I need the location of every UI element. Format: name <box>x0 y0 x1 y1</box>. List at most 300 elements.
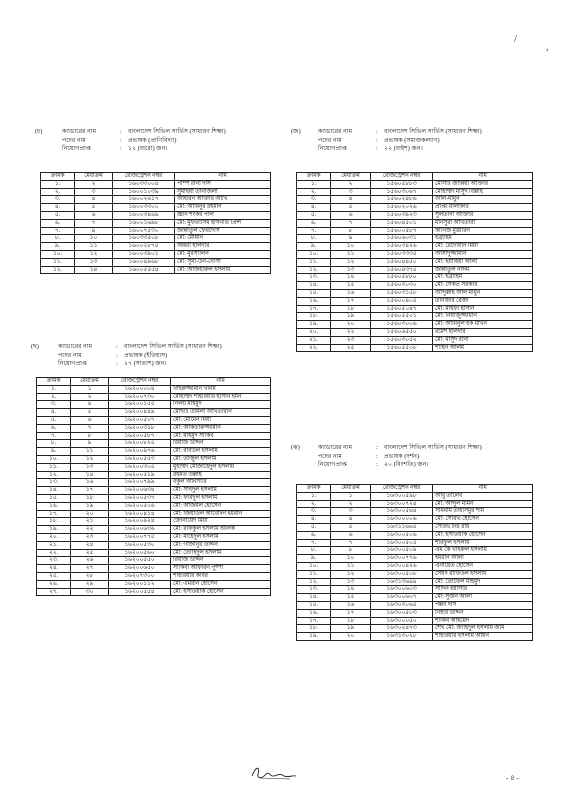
table-row <box>41 211 271 219</box>
cell-serial: ১০. <box>297 562 331 570</box>
table-row <box>297 282 533 290</box>
cell-serial: ২১. <box>37 541 71 549</box>
cell-name: মোছাঃ উর্মিলা আখতারীন <box>171 409 271 417</box>
section-cha <box>35 128 252 154</box>
col-serial: ক্রমিক <box>37 378 71 386</box>
cell-name: মো: ইসতিয়াক হোসেন <box>433 531 533 539</box>
table-row <box>37 557 271 565</box>
cell-name: শাহিন আলম <box>433 344 533 352</box>
cell-serial: ১. <box>297 492 331 500</box>
cell-name: রহমত উল্লাহ <box>171 471 271 479</box>
cell-reg: ১৫৬০৩৩৩৫ <box>371 250 433 258</box>
cadre-label: ক্যাডারের নাম <box>62 128 97 135</box>
count-label: নিয়োগপ্রাপ্ত <box>62 145 91 153</box>
cell-serial: ১১. <box>297 258 331 266</box>
cell-name: খাইরুজ্জামান খানম <box>171 385 271 393</box>
cell-serial: ১. <box>41 180 75 188</box>
table-chha <box>36 377 271 596</box>
cell-reg: ১৬৩০০০৫০ <box>371 617 433 625</box>
table-row <box>297 227 533 235</box>
cadre-value: বাংলাদেশ সিভিল সার্ভিস (সাধারণ শিক্ষা) <box>128 128 226 135</box>
cell-serial: ১০. <box>41 250 75 258</box>
cell-merit: ১৪ <box>331 586 371 594</box>
cell-merit: ১৯ <box>331 313 371 321</box>
cell-reg: ১৬২০০৫৩৭ <box>109 494 171 502</box>
cell-merit: ৭ <box>75 219 113 227</box>
cell-reg: ১৬০৩৩৫০৮ <box>113 235 175 243</box>
cell-name: মো: তোফেল মাহমুদ <box>433 578 533 586</box>
cell-reg: ১৬২০০১৫৫ <box>109 401 171 409</box>
cell-merit: ২৪ <box>71 541 109 549</box>
cell-merit: ৩ <box>331 188 371 196</box>
cell-reg: ১৫৬০০৫৮৭ <box>371 227 433 235</box>
cell-merit: ৯ <box>331 235 371 243</box>
cell-name: শাকিব আহমেদ <box>433 617 533 625</box>
cell-serial: ৯. <box>297 555 331 563</box>
cell-name: মোহাম্মদ শাহরিয়ার হাসান ইমন <box>171 393 271 401</box>
cell-name: সাদিন ইয়াসার <box>433 586 533 594</box>
cadre-label: ক্যাডারের নাম <box>58 343 93 350</box>
table-row <box>297 344 533 352</box>
count-value: ২২ (বাইশ) জন। <box>384 145 423 153</box>
cell-name: মো: মুফতাসিম হাসনাত প্রিন্স <box>175 219 271 227</box>
table-ja <box>296 172 533 352</box>
cell-name: ইমরান আলী <box>433 555 533 563</box>
table-jha <box>296 484 533 641</box>
cell-merit: ৭ <box>71 424 109 432</box>
cell-reg: ১৬২০০৫৫০ <box>109 557 171 565</box>
table-row <box>297 258 533 266</box>
cell-merit: ২ <box>75 180 113 188</box>
cell-reg: ১৫৬০২০২৬ <box>371 204 433 212</box>
cell-serial: ৬. <box>41 219 75 227</box>
cell-serial: ১৩. <box>37 479 71 487</box>
cell-reg: ১৬২০০৫১৯ <box>109 471 171 479</box>
cell-serial: ৭. <box>37 432 71 440</box>
cell-serial: ৫. <box>297 211 331 219</box>
cell-serial: ৫. <box>37 416 71 424</box>
table-row <box>41 250 271 258</box>
cell-merit: ১১ <box>331 250 371 258</box>
cadre-label: ক্যাডারের নাম <box>318 128 353 135</box>
cell-name: মো: এমরান হোসেন <box>171 580 271 588</box>
cell-serial: ৪. <box>37 409 71 417</box>
cell-serial: ২৩. <box>37 557 71 565</box>
cell-reg: ১৬৩০০৫০৮ <box>371 570 433 578</box>
table-row <box>297 250 533 258</box>
cell-serial: ২৪. <box>37 565 71 573</box>
cell-name: সৈয়দ রাফিউল ইসলাম <box>433 570 533 578</box>
cell-merit: ৯ <box>71 440 109 448</box>
table-row <box>297 196 533 204</box>
cell-merit: ১৮ <box>71 494 109 502</box>
cell-merit: ৬ <box>331 531 371 539</box>
cell-serial: ৪. <box>41 204 75 212</box>
cell-name: মো: মোমান <box>175 235 271 243</box>
cell-merit: ১৩ <box>331 578 371 586</box>
count-label: নিয়োগপ্রাপ্ত <box>318 461 347 469</box>
cell-serial: ১৬. <box>297 609 331 617</box>
cell-name: রমেশ হালদার <box>433 328 533 336</box>
cell-reg: ১৬৩০০৭২৪ <box>371 500 433 508</box>
post-label: পদের নাম <box>318 452 342 460</box>
cell-serial: ৬. <box>37 424 71 432</box>
cell-serial: ৭. <box>297 227 331 235</box>
cell-serial: ২১. <box>297 336 331 344</box>
cell-serial: ১৯. <box>297 321 331 329</box>
cell-serial: ৯. <box>41 243 75 251</box>
cell-serial: ১৪. <box>37 487 71 495</box>
cell-merit: ২৫ <box>71 549 109 557</box>
cell-name: মো: গাজীনুর উদ্দিন <box>171 541 271 549</box>
post-label: পদের নাম <box>58 351 82 359</box>
table-row <box>297 531 533 539</box>
cell-merit: ১৮ <box>331 305 371 313</box>
cell-serial: ১২. <box>37 471 71 479</box>
cell-name: মো: আজহারুল ইসলাম <box>175 266 271 274</box>
cell-merit: ২ <box>331 500 371 508</box>
table-row <box>37 455 271 463</box>
post-value: প্রভাষক (দর্শন) <box>384 452 420 460</box>
table-row <box>41 219 271 227</box>
cell-merit: ১৪ <box>331 274 371 282</box>
cell-merit: ১৭ <box>331 609 371 617</box>
cadre-value: বাংলাদেশ সিভিল সার্ভিস (সাধারণ শিক্ষা) <box>384 444 482 451</box>
table-row <box>37 502 271 510</box>
cell-serial: ৭. <box>41 227 75 235</box>
table-row <box>297 328 533 336</box>
cell-name: মো: মাহফী হাসান <box>433 305 533 313</box>
cell-merit: ১৩ <box>71 463 109 471</box>
cell-merit: ১১ <box>331 562 371 570</box>
section-chha <box>31 343 258 369</box>
cell-serial: ৬. <box>297 531 331 539</box>
cell-serial: ২৫. <box>37 572 71 580</box>
section-jha <box>291 444 518 470</box>
cell-merit: ৬ <box>75 211 113 219</box>
cell-name: কানিজ মুস্তারিন <box>433 227 533 235</box>
cell-serial: ১২. <box>41 266 75 274</box>
cell-name: মো: ফরিদুল ইসলাম <box>171 494 271 502</box>
cell-reg: ১৬০০৭৫৩০ <box>113 227 175 235</box>
cell-name: মো: রবিউল ইসলাম <box>171 448 271 456</box>
cell-merit: ৫ <box>331 523 371 531</box>
cell-serial: ১১. <box>41 258 75 266</box>
cell-merit: ২২ <box>331 328 371 336</box>
table-row <box>297 578 533 586</box>
cell-merit: ২২ <box>71 526 109 534</box>
cell-serial: ৩. <box>297 508 331 516</box>
col-reg: রেজিস্ট্রেশন নম্বর <box>371 173 433 181</box>
cell-serial: ৫. <box>297 523 331 531</box>
cell-reg: ১৫৬০৩১৫৮ <box>371 289 433 297</box>
table-row <box>41 235 271 243</box>
table-row <box>297 562 533 570</box>
table-row <box>297 539 533 547</box>
cell-reg: ১৬২০০৬৩৬ <box>109 526 171 534</box>
cell-merit: ১৮ <box>331 617 371 625</box>
cell-name: তানজীর রেজা <box>433 297 533 305</box>
cell-name: জ্ঞান শংকর পাল <box>175 211 271 219</box>
table-row <box>37 448 271 456</box>
cell-reg: ১৫৬০৩০৫২ <box>371 336 433 344</box>
cell-merit: ১০ <box>75 235 113 243</box>
cell-name: রিয়াজ উদ্দিন <box>171 440 271 448</box>
cell-name: মো: আজমল হোসেন <box>171 502 271 510</box>
table-row <box>37 580 271 588</box>
cell-merit: ১৯ <box>331 625 371 633</box>
cell-merit: ১৭ <box>71 487 109 495</box>
cell-name: জান্নাতুল ফেরদৌস <box>175 227 271 235</box>
cell-reg: ১৬৩০০৫৬৪ <box>371 508 433 516</box>
cell-serial: ২২. <box>37 549 71 557</box>
cell-serial: ৪. <box>297 516 331 524</box>
cell-name: সামমীম তাহাসমুর শীম <box>433 508 533 516</box>
cell-name: শরিফুল ইসলাম <box>433 539 533 547</box>
cell-name: এনায়েত হোসেন <box>433 562 533 570</box>
table-row <box>297 492 533 500</box>
cell-name: মো: আব্দুল মমিন <box>433 500 533 508</box>
table-row <box>297 508 533 516</box>
cell-reg: ১৫৬০৫৮৮০ <box>371 274 433 282</box>
cell-name: আবু তালেব <box>433 492 533 500</box>
cell-name: শেখ মো: জাহিদুল ইসলাম জীম <box>433 625 533 633</box>
count-value: ২৭ (সাতাশ) জন। <box>124 360 167 368</box>
cell-reg: ১৬২০০৬৫০ <box>109 565 171 573</box>
cell-serial: ১৭. <box>297 305 331 313</box>
cell-serial: ১৫. <box>297 289 331 297</box>
cell-merit: ৭ <box>331 539 371 547</box>
cell-merit: ২৮ <box>71 572 109 580</box>
table-row <box>37 416 271 424</box>
table-row <box>297 523 533 531</box>
count-label: নিয়োগপ্রাপ্ত <box>318 145 347 153</box>
table-row <box>297 313 533 321</box>
cell-reg: ১৬২০০৫৬০ <box>109 549 171 557</box>
section-ja <box>291 128 518 154</box>
table-row <box>37 518 271 526</box>
cell-serial: ২. <box>297 188 331 196</box>
cell-merit: ২০ <box>331 321 371 329</box>
cell-serial: ৪. <box>297 204 331 212</box>
cell-merit: ১২ <box>75 250 113 258</box>
table-row <box>37 479 271 487</box>
table-row <box>41 204 271 212</box>
table-row <box>297 625 533 633</box>
table-row <box>37 565 271 573</box>
table-row <box>41 243 271 251</box>
cell-merit: ১৫ <box>331 282 371 290</box>
table-row <box>297 516 533 524</box>
table-row <box>37 510 271 518</box>
page-number: - ৪ - <box>506 774 519 782</box>
post-label: পদের নাম <box>62 136 86 144</box>
post-value: প্রভাষক (প্রাণিবিদ্যা) <box>128 136 177 144</box>
cell-name: মো: মাসুদ রানা <box>433 336 533 344</box>
cell-reg: ১৬২০০০০৪ <box>109 385 171 393</box>
count-value: ১২ (বারো) জন। <box>128 145 168 153</box>
cell-name: মো: রফিকুল ইসলাম অলিক <box>171 526 271 534</box>
cell-merit: ১৪ <box>71 471 109 479</box>
cell-merit: ৪ <box>331 196 371 204</box>
table-row <box>297 601 533 609</box>
count-label: নিয়োগপ্রাপ্ত <box>58 360 87 368</box>
cell-reg: ১৬০০১৬৯৮ <box>113 219 175 227</box>
cell-serial: ৯. <box>297 243 331 251</box>
cell-reg: ১৫৬০৪৪৫০ <box>371 258 433 266</box>
cell-merit: ১৭ <box>331 297 371 305</box>
pen-mark: / <box>514 34 517 45</box>
section-header: (ছ) ক্যাডারের নাম : বাংলাদেশ সিভিল সার্ভিস (সাধারণ শিক্ষা) পদের নাম : প্রভাষক (ইতিহাস) নিয়োগপ্রাপ্ত : ২৭ (সাতাশ) জন। <box>31 343 222 368</box>
cell-reg: ১৬৩০০৫০৯ <box>371 547 433 555</box>
cell-reg: ১৬৩১১৬৬৫ <box>371 523 433 531</box>
cell-serial: ১০. <box>37 455 71 463</box>
cell-merit: ১ <box>71 385 109 393</box>
cell-merit: ৪ <box>75 196 113 204</box>
cell-reg: ১৬২০০৪৪৯ <box>109 409 171 417</box>
cell-merit: ২৬ <box>71 557 109 565</box>
cell-reg: ১৬২০০৩১৮ <box>109 424 171 432</box>
table-row <box>37 463 271 471</box>
cell-name: নিহার উদ্দিন <box>433 609 533 617</box>
cell-reg: ১৬২০০১১২ <box>109 580 171 588</box>
table-row <box>37 424 271 432</box>
cell-serial: ৮. <box>41 235 75 243</box>
cell-reg: ১৬০৩৩০০৪ <box>113 180 175 188</box>
table-cha <box>40 172 271 274</box>
cell-name: ইব্রাহিম <box>433 235 533 243</box>
cell-serial: ২৬. <box>37 580 71 588</box>
cell-name: সাকিবা আফরিন পুষ্পা <box>171 565 271 573</box>
cell-reg: ১৫৬০৩০৬৭ <box>371 188 433 196</box>
cell-reg: ১৫৬০৫০৪৭ <box>371 305 433 313</box>
section-header: (জ) ক্যাডারের নাম : বাংলাদেশ সিভিল সার্ভিস (সাধারণ শিক্ষা) পদের নাম : প্রভাষক (সমাজকল্যাণ) নিয়োগপ্রাপ্ত : ২২ (বাইশ) জন। <box>291 128 482 153</box>
cell-reg: ১৫৬০৬০৩১ <box>371 235 433 243</box>
cell-reg: ১৬৩০০৭৭৬ <box>371 555 433 563</box>
cell-merit: ২৩ <box>331 336 371 344</box>
cell-serial: ৩. <box>297 196 331 204</box>
cell-name: মো: আমিনুর রহমান <box>175 204 271 212</box>
cell-name: প্রাপ্তী মালাকার <box>433 204 533 212</box>
cell-reg: ১৫৬০৩০৩০ <box>371 282 433 290</box>
col-reg: রেজিস্ট্রেশন নম্বর <box>113 173 175 181</box>
table-row <box>37 385 271 393</box>
table-row <box>297 204 533 212</box>
cell-name: মো: জিয়াউল আবেদিন ইমরান <box>171 510 271 518</box>
cell-name: আসাদুজ্জামান <box>433 250 533 258</box>
cell-name: মো: মাহমুদ সাকিব <box>171 432 271 440</box>
cell-reg: ১৬০০৩৪৬৯ <box>113 211 175 219</box>
cell-name: মো: সুজন আলী <box>433 594 533 602</box>
cell-merit: ২১ <box>71 518 109 526</box>
section-header: (ঝ) ক্যাডারের নাম : বাংলাদেশ সিভিল সার্ভিস (সাধারণ শিক্ষা) পদের নাম : প্রভাষক (দর্শন) নিয়োগপ্রাপ্ত : ২০ (বিংশতি) জন। <box>291 444 482 469</box>
cell-serial: ১৮. <box>297 313 331 321</box>
col-name: নাম <box>433 173 533 181</box>
cell-reg: ১৬০০২৮৭৫ <box>113 243 175 251</box>
cell-reg: ১৬৩০০৫০৩ <box>371 609 433 617</box>
cell-name: মো: সাইদুল ইসলাম <box>171 487 271 495</box>
table-row <box>41 188 271 196</box>
cell-serial: ৮. <box>37 440 71 448</box>
cell-merit: ৭ <box>331 219 371 227</box>
cell-name: মুহাম্মদ মোজাহেদুল ইসলাম <box>171 463 271 471</box>
cell-name: মো: ইসতিয়াক হোসেন <box>171 588 271 596</box>
cell-name: পল্লব দাস <box>433 601 533 609</box>
cell-merit: ৩ <box>75 188 113 196</box>
cell-reg: ১৬২০০৫০৭ <box>109 416 171 424</box>
col-merit: মেধাক্রম <box>75 173 113 181</box>
cell-name: পম্পি রানী দাস <box>175 180 271 188</box>
cell-name: মো: সুমা-উন-নৌসা <box>175 258 271 266</box>
cell-merit: ৬ <box>71 416 109 424</box>
cell-reg: ১৬২০০৭৩০ <box>109 393 171 401</box>
cell-serial: ৬. <box>297 219 331 227</box>
cell-name: সৌরভ চন্দ্র রায় <box>433 523 533 531</box>
cell-name: মো: মাহেদুল ইসলাম <box>171 533 271 541</box>
cell-reg: ১৬২০০৯২৪ <box>109 518 171 526</box>
cell-serial: ২. <box>297 500 331 508</box>
cell-merit: ১০ <box>331 243 371 251</box>
cell-serial: ১১. <box>297 570 331 578</box>
cell-reg: ১৫৬০৫৫০১ <box>371 313 433 321</box>
table-row <box>297 594 533 602</box>
table-row <box>297 289 533 297</box>
table-row <box>37 409 271 417</box>
cell-serial: ১৬. <box>37 502 71 510</box>
cell-name: সুমাইয়া তানজিলা <box>175 188 271 196</box>
cell-name: আব্দুল্লাহ আল মামুন <box>433 289 533 297</box>
cell-merit: ২ <box>71 393 109 401</box>
col-name: নাম <box>433 485 533 493</box>
cell-serial: ১৪. <box>297 282 331 290</box>
table-row <box>297 243 533 251</box>
cadre-value: বাংলাদেশ সিভিল সার্ভিস (সাধারণ শিক্ষা) <box>124 343 222 350</box>
cell-serial: ২৭. <box>37 588 71 596</box>
cell-name: বকুল আনসারি <box>171 479 271 487</box>
cell-serial: ৩. <box>37 401 71 409</box>
cell-merit: ৮ <box>331 227 371 235</box>
cell-serial: ৫. <box>41 211 75 219</box>
section-mark: (জ) <box>291 128 301 135</box>
cell-reg: ১৬৩১৩৬৯৯ <box>371 578 433 586</box>
cell-merit: ১ <box>331 492 371 500</box>
table-row <box>297 274 533 282</box>
table-row <box>37 471 271 479</box>
cell-reg: ১৫৬০৪৫০১ <box>371 219 433 227</box>
table-row <box>37 541 271 549</box>
cell-merit: ১৩ <box>331 266 371 274</box>
cell-reg: ১৬৩০০৪২৬ <box>371 562 433 570</box>
cell-reg: ১৫৬০৬৫৫০ <box>371 328 433 336</box>
post-label: পদের নাম <box>318 136 342 144</box>
cell-serial: ১৭. <box>297 617 331 625</box>
cell-reg: ১৬২০৭৩০০ <box>109 572 171 580</box>
table-row <box>297 188 533 196</box>
cell-reg: ১৬০০২৬১৭ <box>113 196 175 204</box>
cell-reg: ১৬০০৪৯৬৮ <box>113 258 175 266</box>
cell-serial: ৮. <box>297 235 331 243</box>
cell-reg: ১৬২০০৫৫৪ <box>109 588 171 596</box>
cell-name: মো: তৌহিদুল ইসলাম <box>171 549 271 557</box>
cell-serial: ১. <box>297 180 331 188</box>
cell-name: মো: সৌরভ হোসেন <box>433 516 533 524</box>
table-row <box>37 533 271 541</box>
section-mark: (ঝ) <box>291 444 300 451</box>
cell-serial: ১৬. <box>297 297 331 305</box>
cell-merit: ৫ <box>71 409 109 417</box>
table-row <box>297 617 533 625</box>
cell-reg: ১৫৬০৩০০৬ <box>371 321 433 329</box>
